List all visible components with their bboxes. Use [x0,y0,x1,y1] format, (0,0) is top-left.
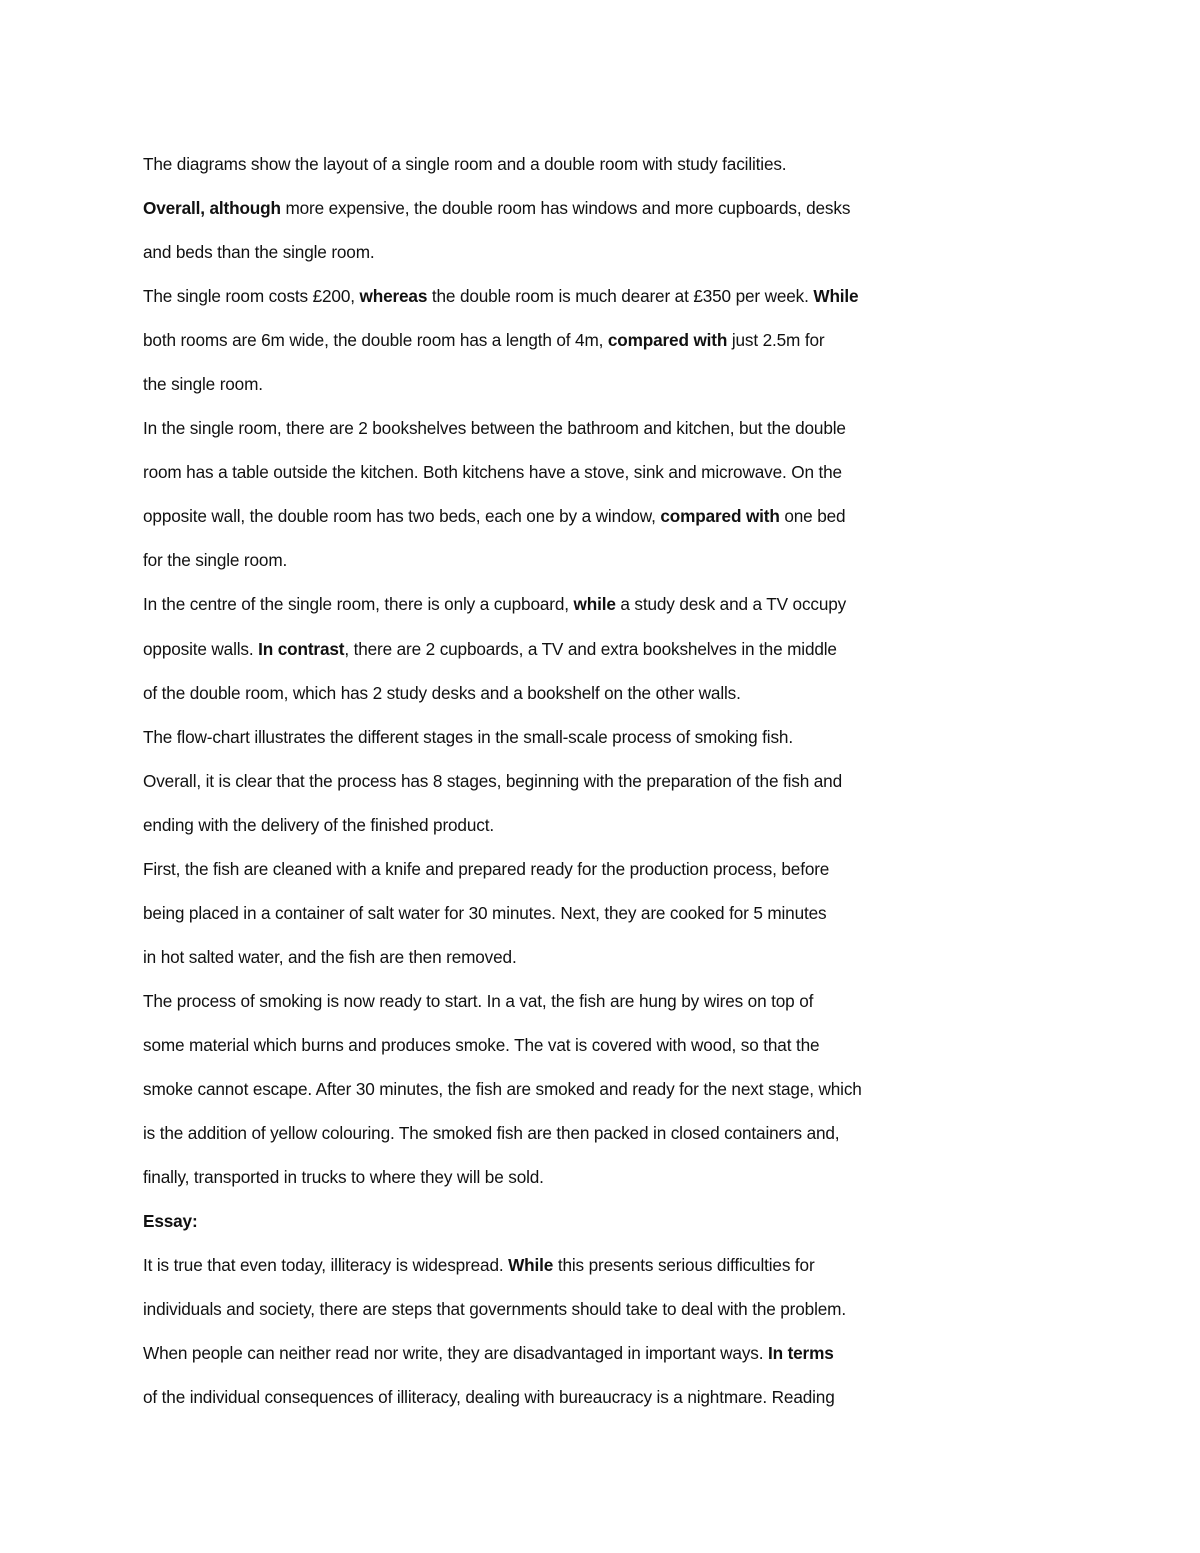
text-run: In the single room, there are 2 bookshelves between the bathroom and kitchen, but the double [143,418,846,439]
text-line [143,494,1003,538]
text-line [143,671,1003,715]
text-run: individuals and society, there are steps that governments should take to deal with the problem. [143,1299,846,1320]
text-line [143,1155,1003,1199]
text-run: one bed [779,506,846,527]
text-run: of the double room, which has 2 study desks and a bookshelf on the other walls. [143,682,741,703]
text-run: The process of smoking is now ready to start. In a vat, the fish are hung by wires on top of [143,990,814,1011]
text-run: is the addition of yellow colouring. The smoked fish are then packed in closed containers and, [143,1123,840,1144]
text-line [143,803,1003,847]
text-run: and beds than the single room. [143,242,375,263]
text-line [143,715,1003,759]
text-line [143,1111,1003,1155]
text-run: the single room. [143,374,263,395]
text-run: both rooms are 6m wide, the double room has a length of 4m, [143,330,608,351]
document-body [143,142,1003,1419]
text-run: a study desk and a TV occupy [615,594,847,615]
text-run: just 2.5m for [727,330,825,351]
text-run: opposite wall, the double room has two beds, each one by a window, [143,506,661,527]
text-line [143,450,1003,494]
text-line [143,1199,1003,1243]
text-line [143,582,1003,626]
text-line [143,230,1003,274]
text-run: the double room is much dearer at £350 per week. [427,286,814,307]
text-run: First, the fish are cleaned with a knife and prepared ready for the production process, before [143,858,830,879]
text-run: It is true that even today, illiteracy is widespread. [143,1255,509,1276]
text-run: Overall, it is clear that the process has 8 stages, beginning with the preparation of the fish and [143,770,842,791]
text-run: The flow-chart illustrates the different stages in the small-scale process of smoking fish. [143,726,793,747]
bold-text-run: compared with [660,506,780,527]
text-line [143,1023,1003,1067]
text-run: finally, transported in trucks to where they will be sold. [143,1167,544,1188]
bold-text-run: In contrast [258,638,345,659]
text-line [143,935,1003,979]
text-run: The diagrams show the layout of a single room and a double room with study facilities. [143,154,787,174]
bold-text-run: Overall, although [143,198,281,219]
text-run: more expensive, the double room has windows and more cupboards, desks [280,198,851,219]
text-run: smoke cannot escape. After 30 minutes, the fish are smoked and ready for the next stage, which [143,1078,862,1099]
bold-text-run: In terms [767,1343,834,1364]
text-run: In the centre of the single room, there is only a cupboard, [143,594,574,615]
bold-text-run: whereas [359,286,428,307]
text-run: , there are 2 cupboards, a TV and extra bookshelves in the middle [344,638,837,659]
bold-text-run: While [508,1255,554,1276]
text-run: in hot salted water, and the fish are then removed. [143,946,517,967]
text-line [143,1375,1003,1419]
text-line [143,142,1003,186]
text-run: The single room costs £200, [143,286,360,307]
text-run: this presents serious difficulties for [553,1255,815,1276]
text-line [143,274,1003,318]
text-line [143,847,1003,891]
text-line [143,1287,1003,1331]
text-line [143,1067,1003,1111]
bold-text-run: compared with [607,330,728,351]
bold-text-run: while [573,594,616,615]
text-run: being placed in a container of salt water for 30 minutes. Next, they are cooked for 5 minutes [143,902,827,923]
text-run: opposite walls. [143,638,259,659]
text-run: for the single room. [143,550,288,571]
text-line [143,979,1003,1023]
text-line [143,186,1003,230]
bold-text-run: While [813,286,859,307]
text-run: room has a table outside the kitchen. Both kitchens have a stove, sink and microwave. On the [143,462,842,483]
text-line [143,538,1003,582]
text-line [143,891,1003,935]
text-line [143,759,1003,803]
text-line [143,1331,1003,1375]
text-run: some material which burns and produces smoke. The vat is covered with wood, so that the [143,1034,820,1055]
text-line [143,627,1003,671]
text-line [143,318,1003,362]
text-run: When people can neither read nor write, they are disadvantaged in important ways. [143,1343,768,1364]
bold-text-run: Essay: [143,1211,198,1232]
text-run: of the individual consequences of illiteracy, dealing with bureaucracy is a nightmare. Reading [143,1387,835,1408]
text-run: ending with the delivery of the finished product. [143,814,494,835]
text-line [143,362,1003,406]
text-line [143,406,1003,450]
text-line [143,1243,1003,1287]
